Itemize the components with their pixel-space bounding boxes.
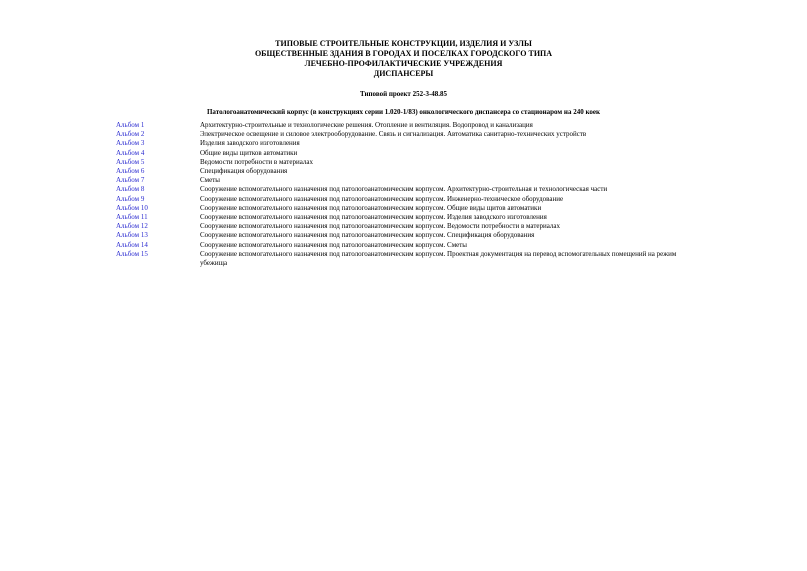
album-description: Сооружение вспомогательного назначения под патологоанатомическим корпусом. Ведомости потребности в материалах [200, 222, 561, 231]
album-description: Общие виды щитков автоматики [200, 148, 298, 157]
album-row [116, 204, 696, 213]
album-row [116, 222, 696, 231]
heading-line-3: ЛЕЧЕБНО-ПРОФИЛАКТИЧЕСКИЕ УЧРЕЖДЕНИЯ [304, 59, 503, 68]
album-description: Ведомости потребности в материалах [200, 157, 313, 166]
album-link-11[interactable]: Альбом 11 [116, 213, 148, 222]
album-link-2[interactable]: Альбом 2 [116, 130, 145, 139]
album-row [116, 167, 696, 176]
album-row [116, 195, 696, 204]
album-row [116, 241, 696, 250]
album-description: Сооружение вспомогательного назначения под патологоанатомическим корпусом. Общие виды щитов автоматики [200, 203, 542, 212]
album-link-10[interactable]: Альбом 10 [116, 203, 148, 212]
album-link-12[interactable]: Альбом 12 [116, 222, 148, 231]
album-link-13[interactable]: Альбом 13 [116, 231, 148, 240]
album-row [116, 149, 696, 158]
album-row [116, 158, 696, 167]
album-link-3[interactable]: Альбом 3 [116, 139, 145, 148]
album-row [116, 130, 696, 139]
heading-line-4: ДИСПАНСЕРЫ [373, 69, 434, 78]
album-link-6[interactable]: Альбом 6 [116, 167, 145, 176]
album-row [116, 185, 696, 194]
album-description: Сооружение вспомогательного назначения под патологоанатомическим корпусом. Спецификация оборудования [200, 231, 535, 240]
album-row [116, 121, 696, 130]
album-description: Сооружение вспомогательного назначения под патологоанатомическим корпусом. Инженерно-техническое оборудование [200, 194, 564, 203]
album-link-15[interactable]: Альбом 15 [116, 249, 148, 258]
album-description: Сметы [200, 176, 220, 185]
album-description: Сооружение вспомогательного назначения под патологоанатомическим корпусом. Изделия заводского изготовления [200, 213, 547, 222]
album-link-9[interactable]: Альбом 9 [116, 194, 145, 203]
document-heading [0, 39, 807, 79]
album-list [116, 121, 696, 268]
album-description: Сооружение вспомогательного назначения под патологоанатомическим корпусом. Проектная документация на перевод вспомогательных помещений на режим убежища [200, 249, 677, 268]
album-row [116, 139, 696, 148]
album-link-5[interactable]: Альбом 5 [116, 157, 145, 166]
album-row [116, 231, 696, 240]
album-description: Сооружение вспомогательного назначения под патологоанатомическим корпусом. Сметы [200, 240, 467, 249]
album-description: Электрическое освещение и силовое электрооборудование. Связь и сигнализация. Автоматика санитарно-технических устройств [200, 130, 587, 139]
heading-line-2: ОБЩЕСТВЕННЫЕ ЗДАНИЯ В ГОРОДАХ И ПОСЕЛКАХ ГОРОДСКОГО ТИПА [254, 49, 553, 58]
album-link-14[interactable]: Альбом 14 [116, 240, 148, 249]
album-link-4[interactable]: Альбом 4 [116, 148, 145, 157]
album-description: Сооружение вспомогательного назначения под патологоанатомическим корпусом. Архитектурно-строительная и технологическая части [200, 185, 608, 194]
project-title: Патологоанатомический корпус (в конструкциях серии 1.020-1/83) онкологического диспансера со стационаром на 240 коек [206, 108, 601, 116]
album-description: Изделия заводского изготовления [200, 139, 300, 148]
heading-line-1: ТИПОВЫЕ СТРОИТЕЛЬНЫЕ КОНСТРУКЦИИ, ИЗДЕЛИЯ И УЗЛЫ [275, 39, 532, 48]
project-code: Типовой проект 252-3-48.85 [359, 90, 448, 98]
album-row [116, 176, 696, 185]
album-link-1[interactable]: Альбом 1 [116, 121, 145, 129]
album-link-7[interactable]: Альбом 7 [116, 176, 145, 185]
album-row [116, 250, 696, 268]
album-link-8[interactable]: Альбом 8 [116, 185, 145, 194]
album-row [116, 213, 696, 222]
album-description: Архитектурно-строительные и технологические решения. Отопление и вентиляция. Водопровод и канализация [200, 121, 533, 129]
album-description: Спецификация оборудования [200, 167, 288, 176]
